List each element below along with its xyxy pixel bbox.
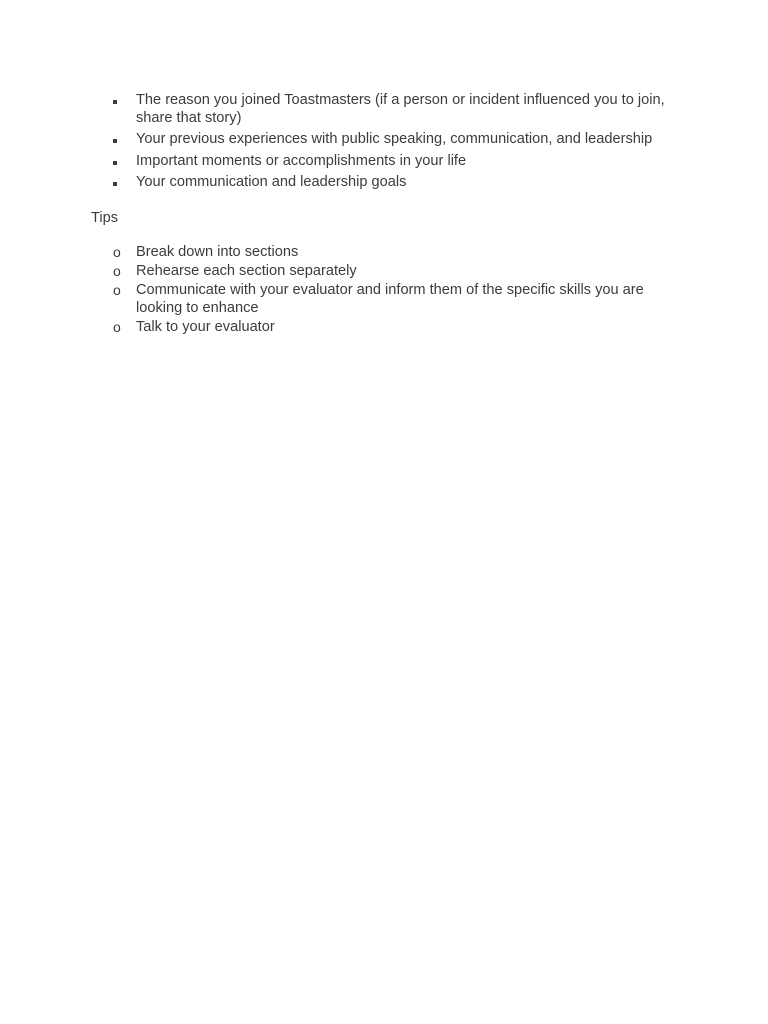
list-item — [91, 174, 691, 192]
circle-bullet-marker: o — [113, 319, 121, 336]
square-bullet-icon — [113, 100, 117, 104]
list-item — [91, 131, 691, 149]
square-bullet-icon — [113, 139, 117, 143]
list-item — [91, 92, 691, 127]
list-item-text: The reason you joined Toastmasters (if a person or incident influenced you to join, share that story) — [136, 92, 665, 126]
square-bullet-icon — [113, 161, 117, 165]
square-bullet-icon — [113, 182, 117, 186]
circle-bullet-marker: o — [113, 244, 121, 260]
list-item-text: Important moments or accomplishments in your life — [136, 152, 467, 169]
list-item — [91, 153, 691, 171]
list-item — [91, 244, 691, 262]
circle-bullet-marker: o — [113, 282, 121, 299]
tips-heading: Tips — [91, 210, 119, 226]
circle-bullet-marker: o — [113, 263, 121, 280]
list-item-text: Talk to your evaluator — [136, 319, 275, 336]
list-item-text: Break down into sections — [136, 244, 299, 260]
list-item-text: Communicate with your evaluator and inform them of the specific skills you are looking to enhance — [136, 282, 644, 316]
list-item — [91, 263, 691, 281]
list-item-text: Your previous experiences with public speaking, communication, and leadership — [136, 131, 653, 148]
list-item — [91, 319, 691, 337]
list-item-text: Your communication and leadership goals — [136, 174, 407, 191]
list-item — [91, 282, 691, 317]
tips-list — [91, 244, 691, 338]
bullet-list — [91, 92, 691, 196]
list-item-text: Rehearse each section separately — [136, 263, 357, 280]
